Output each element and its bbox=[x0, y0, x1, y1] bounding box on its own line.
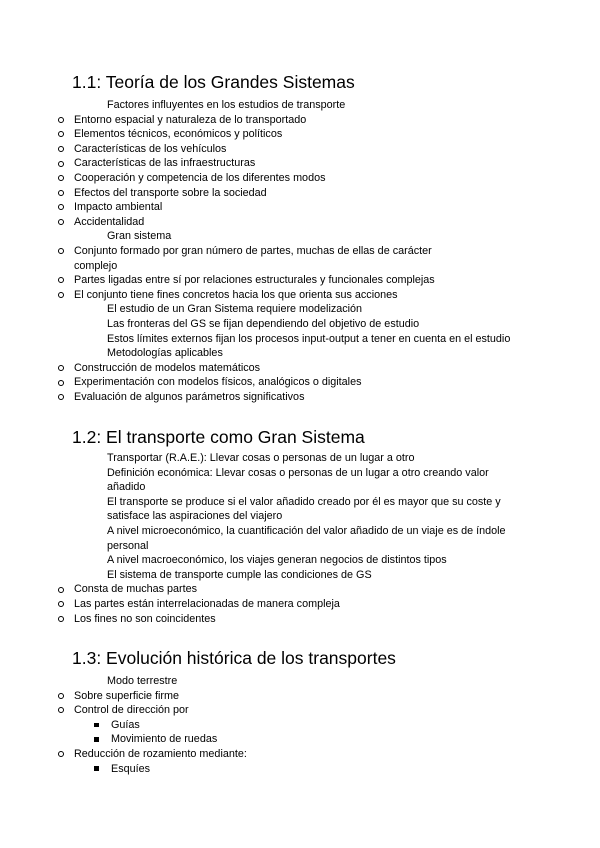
list-item: Control de dirección por Guías Movimiento de ruedas bbox=[74, 703, 457, 747]
list-item: Transportar (R.A.E.): Llevar cosas o personas de un lugar a otro bbox=[0, 451, 527, 466]
list-item: Metodologías aplicables Construcción de modelos matemáticos Experimentación con modelos físicos, analógicos o digitales Evaluación de algunos parámetros significativos bbox=[0, 346, 527, 404]
list-item: Gran sistema Conjunto formado por gran número de partes, muchas de ellas de carácter complejo Partes ligadas entre sí por relaciones estructurales y funcionales complejas El conjunto tiene fines concretos hacia los que orienta sus acciones bbox=[0, 229, 527, 302]
list-item: Accidentalidad bbox=[74, 215, 457, 230]
list-item: El conjunto tiene fines concretos hacia los que orienta sus acciones bbox=[74, 288, 457, 303]
list-item: A nivel microeconómico, la cuantificación del valor añadido de un viaje es de índole personal bbox=[0, 524, 527, 553]
list-item: Sobre superficie firme bbox=[74, 689, 457, 704]
list-item: Modo terrestre Sobre superficie firme Control de dirección por Guías Movimiento de ruedas Reducción de rozamiento mediante: Esquíes bbox=[0, 674, 527, 776]
list-item: Conjunto formado por gran número de partes, muchas de ellas de carácter complejo bbox=[74, 244, 457, 273]
list-item: Partes ligadas entre sí por relaciones estructurales y funcionales complejas bbox=[74, 273, 457, 288]
list-item: Construcción de modelos matemáticos bbox=[74, 361, 457, 376]
list-item: El sistema de transporte cumple las condiciones de GS Consta de muchas partes Las partes están interrelacionadas de manera compleja Los fines no son coincidentes bbox=[0, 568, 527, 626]
list-item: Elementos técnicos, económicos y políticos bbox=[74, 127, 457, 142]
list-item: Impacto ambiental bbox=[74, 200, 457, 215]
list-item: Características de las infraestructuras bbox=[74, 156, 457, 171]
section-heading: 1.3: Evolución histórica de los transportes bbox=[72, 648, 396, 668]
list-item: Guías bbox=[111, 718, 451, 733]
section-heading: 1.2: El transporte como Gran Sistema bbox=[72, 427, 365, 447]
list-item: Efectos del transporte sobre la sociedad bbox=[74, 186, 457, 201]
list-item: Consta de muchas partes bbox=[74, 582, 457, 597]
section-list bbox=[0, 98, 600, 404]
section-list bbox=[0, 674, 600, 776]
list-item: A nivel macroeconómico, los viajes generan negocios de distintos tipos bbox=[0, 553, 527, 568]
list-item: Los fines no son coincidentes bbox=[74, 612, 457, 627]
list-item: Evaluación de algunos parámetros significativos bbox=[74, 390, 457, 405]
list-item: Factores influyentes en los estudios de transporte Entorno espacial y naturaleza de lo transportado Elementos técnicos, económicos y políticos Características de los vehículos Características de las infraestructuras Cooperación y competencia de los diferentes modos Efectos del transporte sobre la sociedad Impacto ambiental Accidentalidad bbox=[0, 98, 527, 229]
section-heading: 1.1: Teoría de los Grandes Sistemas bbox=[72, 72, 355, 92]
list-item: Las partes están interrelacionadas de manera compleja bbox=[74, 597, 457, 612]
list-item: Cooperación y competencia de los diferentes modos bbox=[74, 171, 457, 186]
list-item: Entorno espacial y naturaleza de lo transportado bbox=[74, 113, 457, 128]
list-item: Esquíes bbox=[111, 762, 451, 777]
list-item: El estudio de un Gran Sistema requiere modelización bbox=[0, 302, 527, 317]
list-item: Experimentación con modelos físicos, analógicos o digitales bbox=[74, 375, 457, 390]
list-item: El transporte se produce si el valor añadido creado por él es mayor que su coste y satisface las aspiraciones del viajero bbox=[0, 495, 527, 524]
section-list bbox=[0, 451, 600, 626]
list-item: Definición económica: Llevar cosas o personas de un lugar a otro creando valor añadido bbox=[0, 466, 527, 495]
list-item: Movimiento de ruedas bbox=[111, 732, 451, 747]
list-item: Las fronteras del GS se fijan dependiendo del objetivo de estudio bbox=[0, 317, 527, 332]
list-item: Características de los vehículos bbox=[74, 142, 457, 157]
list-item: Estos límites externos fijan los procesos input-output a tener en cuenta en el estudio bbox=[0, 332, 527, 347]
list-item: Reducción de rozamiento mediante: Esquíes bbox=[74, 747, 457, 776]
